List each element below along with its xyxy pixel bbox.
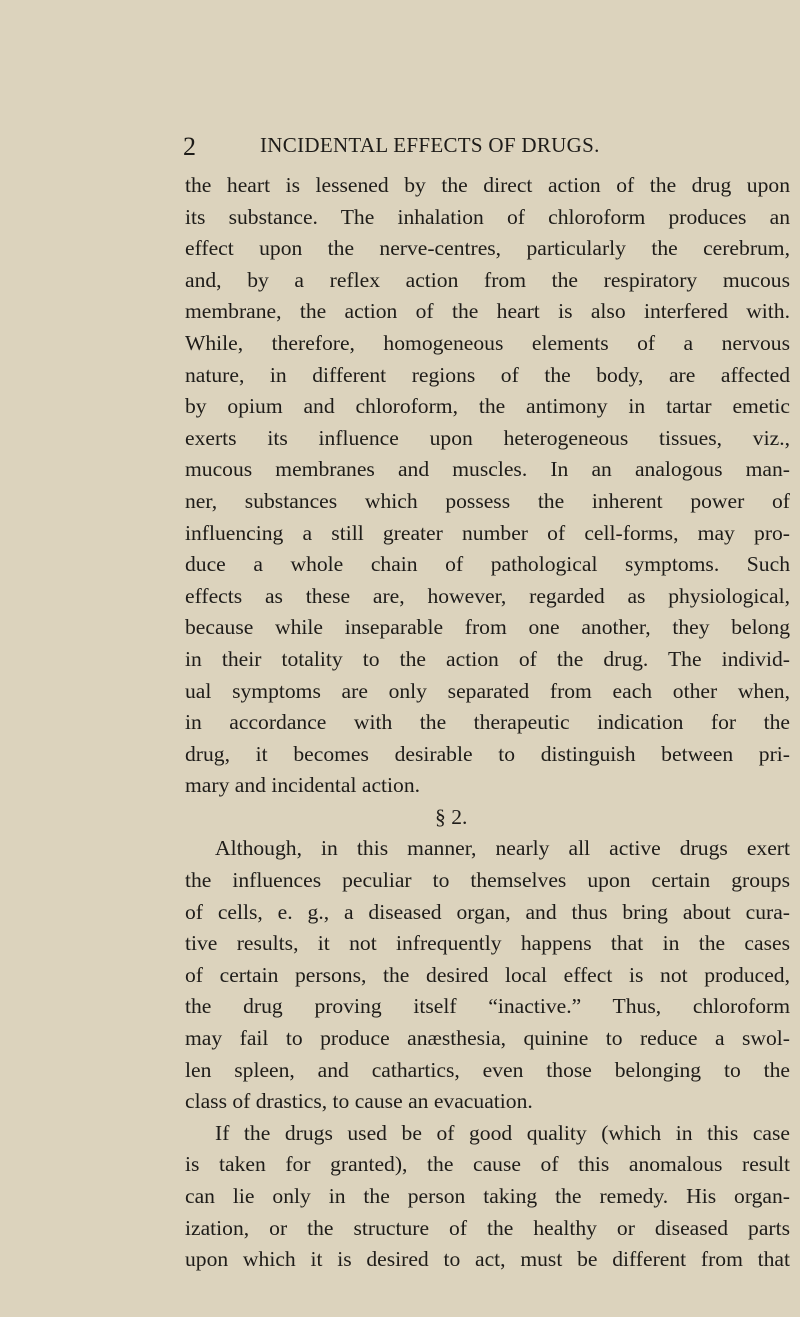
text-line: nature, in different regions of the body, are affected: [185, 362, 790, 387]
paragraph-3: [185, 1118, 790, 1276]
text-line: influencing a still greater number of cell-forms, may pro-: [185, 520, 790, 545]
page-body: [185, 170, 790, 1276]
text-line: mucous membranes and muscles. In an analogous man-: [185, 457, 790, 482]
paragraph-1: [185, 170, 790, 802]
text-line: because while inseparable from one another, they belong: [185, 615, 790, 640]
running-head: INCIDENTAL EFFECTS OF DRUGS.: [260, 133, 600, 157]
text-line: in accordance with the therapeutic indication for the: [185, 710, 790, 735]
text-line: effects as these are, however, regarded as physiological,: [185, 583, 790, 608]
paragraph-2: [185, 833, 790, 1117]
text-line: is taken for granted), the cause of this anomalous result: [185, 1152, 790, 1177]
text-line: While, therefore, homogeneous elements of a nervous: [185, 330, 790, 355]
text-line: ization, or the structure of the healthy or diseased parts: [185, 1215, 790, 1240]
text-line: class of drastics, to cause an evacuation.: [185, 1089, 533, 1114]
page-number: 2: [183, 132, 196, 161]
text-line: by opium and chloroform, the antimony in tartar emetic: [185, 394, 790, 419]
text-line: in their totality to the action of the drug. The individ-: [185, 646, 790, 671]
text-line: membrane, the action of the heart is also interfered with.: [185, 299, 790, 324]
text-line: and, by a reflex action from the respiratory mucous: [185, 267, 790, 292]
text-line: If the drugs used be of good quality (which in this case: [215, 1120, 790, 1145]
text-line: len spleen, and cathartics, even those belonging to the: [185, 1057, 790, 1082]
text-line: may fail to produce anæsthesia, quinine to reduce a swol-: [185, 1026, 790, 1051]
text-line: the heart is lessened by the direct action of the drug upon: [185, 173, 790, 197]
text-line: duce a whole chain of pathological symptoms. Such: [185, 552, 790, 577]
text-line: of certain persons, the desired local effect is not produced,: [185, 962, 790, 987]
text-line: Although, in this manner, nearly all active drugs exert: [215, 836, 790, 861]
page-header: [0, 130, 800, 160]
text-line: effect upon the nerve-centres, particularly the cerebrum,: [185, 236, 790, 261]
text-line: the influences peculiar to themselves upon certain groups: [185, 868, 790, 893]
text-line: ual symptoms are only separated from each other when,: [185, 678, 790, 703]
text-line: exerts its influence upon heterogeneous tissues, viz.,: [185, 425, 790, 450]
text-line: mary and incidental action.: [185, 773, 421, 798]
text-line: drug, it becomes desirable to distinguish between pri-: [185, 741, 790, 766]
text-line: tive results, it not infrequently happens that in the cases: [185, 931, 790, 956]
text-line: the drug proving itself “inactive.” Thus, chloroform: [185, 994, 790, 1019]
text-line: upon which it is desired to act, must be different from that: [185, 1247, 790, 1272]
text-line: its substance. The inhalation of chloroform produces an: [185, 204, 790, 229]
section-heading: § 2.: [435, 804, 468, 829]
text-line: ner, substances which possess the inherent power of: [185, 488, 790, 513]
text-line: can lie only in the person taking the remedy. His organ-: [185, 1184, 790, 1208]
text-line: of cells, e. g., a diseased organ, and thus bring about cura-: [185, 899, 790, 924]
